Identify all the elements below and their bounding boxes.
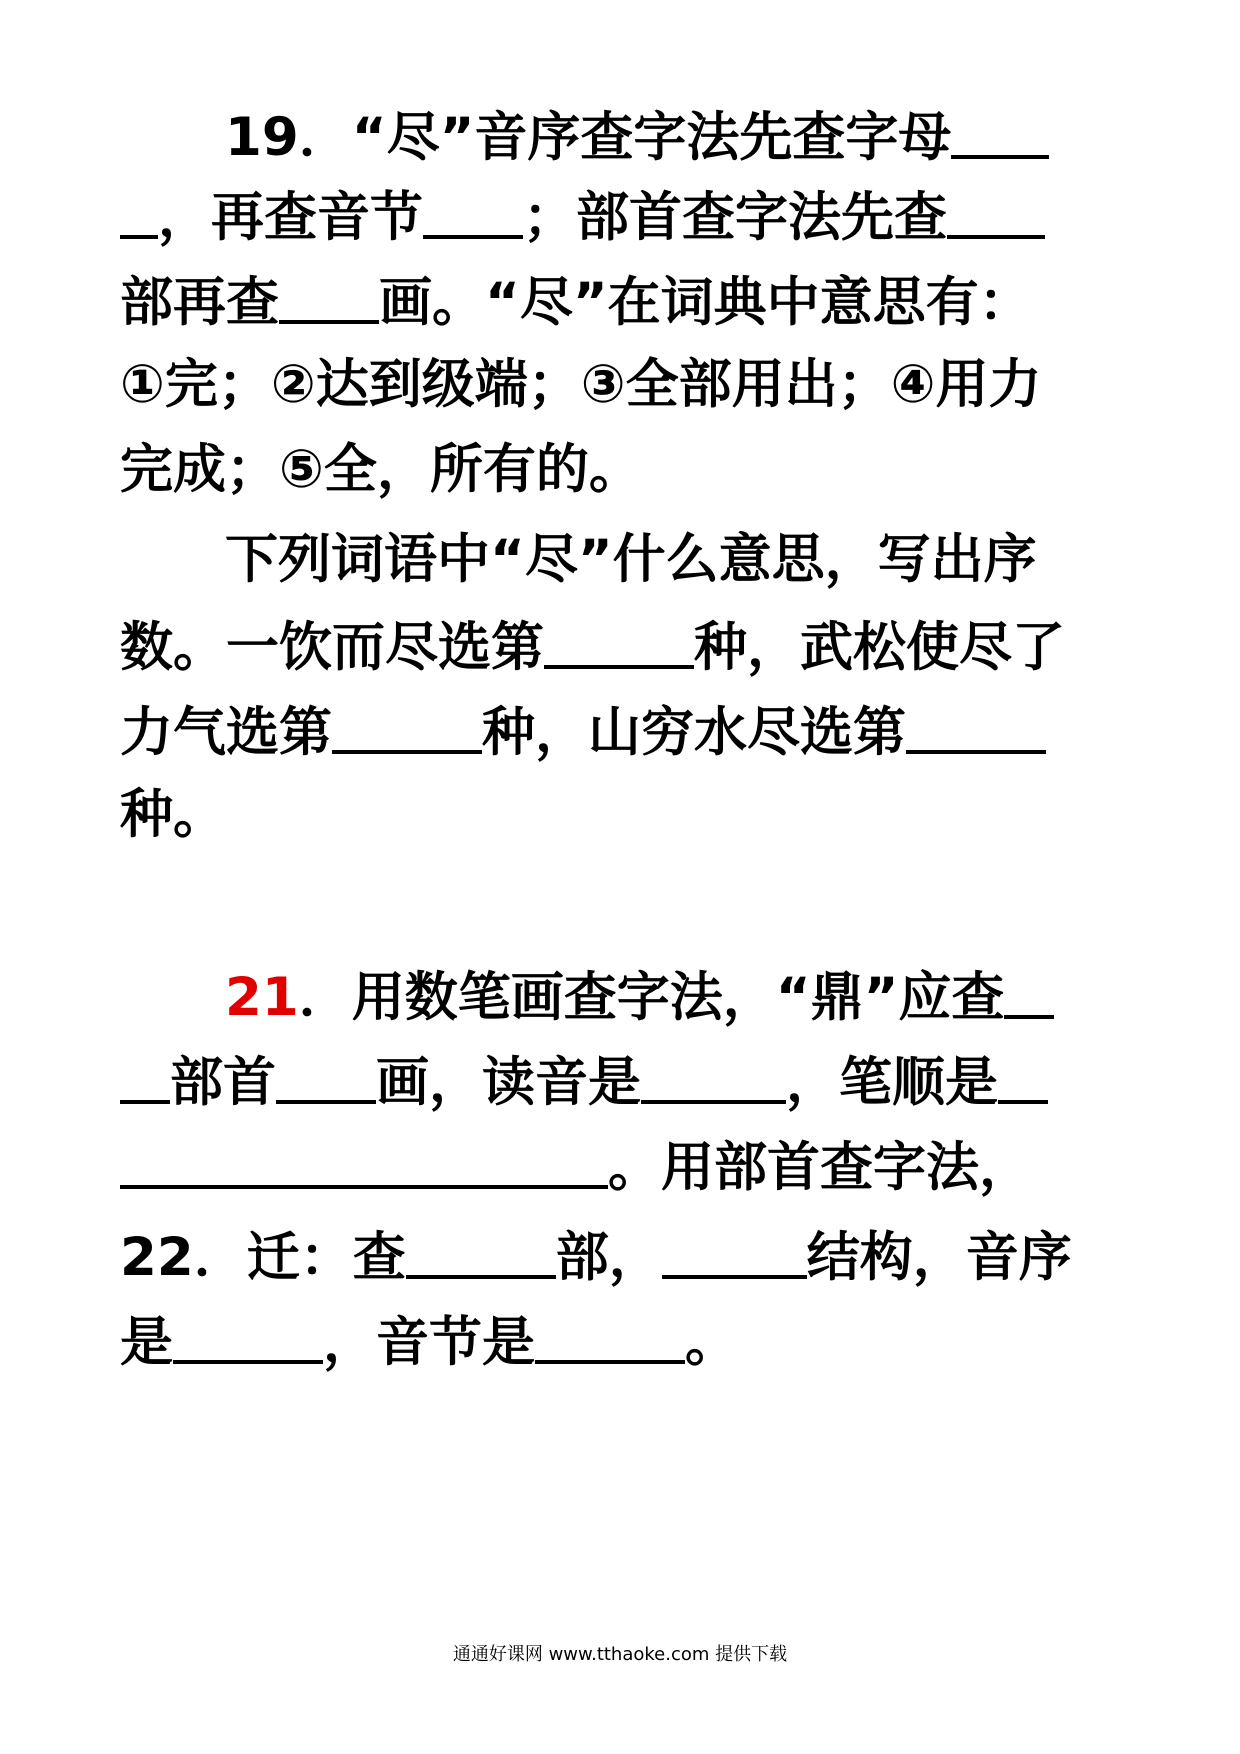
answer-blank[interactable]: [120, 1044, 170, 1104]
q22-text: 是: [120, 1312, 173, 1373]
q19-text: 数。一饮而尽选第: [120, 617, 544, 678]
q19-line-3: [120, 260, 1110, 340]
q21-text: 画，读音是: [376, 1052, 641, 1113]
q19-text: ，再查音节: [158, 187, 423, 248]
q19-text: 种。: [120, 784, 226, 845]
q19-line-8: [120, 690, 1110, 770]
q21-text: 部首: [170, 1052, 276, 1113]
q19-text: 部再查: [120, 272, 279, 333]
q19-line-1: [225, 95, 1110, 175]
q19-line-6: [225, 520, 1110, 600]
answer-blank[interactable]: [120, 179, 158, 239]
answer-blank[interactable]: [951, 99, 1049, 159]
answer-blank[interactable]: [173, 1304, 323, 1364]
q21-text: ，笔顺是: [786, 1052, 998, 1113]
answer-blank[interactable]: [120, 1129, 608, 1189]
q19-line-2: [120, 175, 1110, 255]
q19-text: 画。“尽”在词典中意思有：: [379, 272, 1032, 333]
q19-line-9: [120, 775, 1110, 855]
answer-blank[interactable]: [662, 1219, 807, 1279]
q21-number: 21: [225, 967, 299, 1028]
q22-line-1: [120, 1215, 1110, 1295]
q22-line-2: [120, 1300, 1110, 1380]
answer-blank[interactable]: [423, 179, 523, 239]
q19-text: 完成；⑤全，所有的。: [120, 439, 642, 500]
answer-blank[interactable]: [947, 179, 1045, 239]
footer-source: 通通好课网 www.tthaoke.com 提供下载: [452, 1644, 788, 1665]
answer-blank[interactable]: [906, 694, 1046, 754]
answer-blank[interactable]: [1004, 959, 1054, 1019]
q21-text: ．用数笔画查字法，“鼎”应查: [298, 967, 1005, 1028]
q22-text: 结构，音序: [806, 1227, 1072, 1288]
q19-text: 种，山穷水尽选第: [482, 702, 906, 763]
q19-text: 种，武松使尽了: [694, 617, 1065, 678]
q22-text: 。: [685, 1312, 738, 1373]
q22-text: 部，: [555, 1227, 662, 1288]
q21-text: 。用部首查字法，: [608, 1137, 1032, 1198]
answer-blank[interactable]: [544, 609, 694, 669]
q19-text: 力气选第: [120, 702, 332, 763]
q19-text: ①完；②达到级端；③全部用出；④用力: [120, 354, 1042, 415]
q21-line-1: [225, 955, 1110, 1035]
q19-line-4: [120, 345, 1110, 425]
q21-line-2: [120, 1040, 1110, 1120]
q22-text: 22．迁：查: [120, 1227, 406, 1288]
answer-blank[interactable]: [406, 1219, 556, 1279]
answer-blank[interactable]: [276, 1044, 376, 1104]
answer-blank[interactable]: [998, 1044, 1048, 1104]
answer-blank[interactable]: [279, 264, 379, 324]
q21-line-3: [120, 1125, 1110, 1205]
q19-line-5: [120, 430, 1110, 510]
answer-blank[interactable]: [641, 1044, 786, 1104]
q19-line-7: [120, 605, 1110, 685]
q19-text: 下列词语中“尽”什么意思，写出序: [225, 529, 1037, 590]
answer-blank[interactable]: [535, 1304, 685, 1364]
answer-blank[interactable]: [332, 694, 482, 754]
q22-text: ，音节是: [323, 1312, 535, 1373]
q19-text: 19．“尽”音序查字法先查字母: [225, 107, 952, 168]
q19-text: ；部首查字法先查: [523, 187, 947, 248]
